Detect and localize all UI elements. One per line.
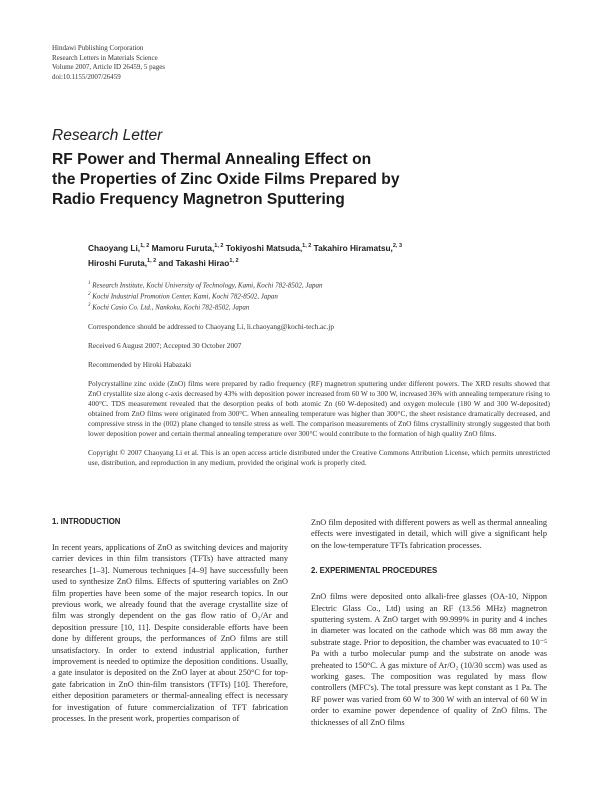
affiliation-text: Kochi Casio Co. Ltd., Nankoku, Kochi 782-8502, Japan: [92, 303, 250, 312]
author-affiliation-mark: 1, 2: [229, 257, 239, 264]
author-name: Takahiro Hiramatsu,: [313, 242, 393, 253]
journal-masthead: [52, 44, 165, 82]
front-matter: [88, 240, 550, 468]
author-affiliation-mark: 1, 2: [147, 257, 157, 264]
affiliation-text: Research Institute, Kochi University of Technology, Kami, Kochi 782-8502, Japan: [92, 280, 323, 289]
affiliation-number: 1: [88, 280, 91, 286]
title-line: RF Power and Thermal Annealing Effect on: [52, 151, 372, 168]
section-heading-introduction: 1. INTRODUCTION: [52, 517, 121, 526]
section-heading-experimental: 2. EXPERIMENTAL PROCEDURES: [311, 566, 438, 576]
recommended-by: Recommended by Hiroki Habazaki: [88, 359, 192, 369]
introduction-paragraph: In recent years, applications of ZnO as switching devices and majority carrier devices in thin film transistors (TFTs) have attracted many researches [1–3]. Numerous techniques [4–9] have successfully been used to synthesize ZnO films. Effects of sputtering variables on ZnO film properties have been some of the major research topics. In our previous work, we already found that the average crystallite size of film was strongly dependent on the gas flow ratio of O₂/Ar and deposition pressure [10, 11]. Despite considerable efforts have been done by different groups, the performances of ZnO films are still unsatisfactory. In order to extend industrial application, further improvement is needed to optimize the deposition conditions. Usually, a gate insulator is deposited on the ZnO layer at about 250°C for top-gate fabrication in ZnO thin-film transistors (TFTs) [10]. Therefore, either deposition parameters or thermal-annealing effect is necessary for investigation of future commercialization of TFT fabrication processes. In the present work, properties comparison of: [52, 543, 288, 724]
author-list: [88, 240, 550, 270]
correspondence-note: Correspondence should be addressed to Chaoyang Li, li.chaoyang@kochi-tech.ac.jp: [88, 321, 335, 331]
title-line: Radio Frequency Magnetron Sputtering: [52, 191, 345, 208]
author-affiliation-mark: 1, 2: [214, 243, 224, 249]
volume-info: Volume 2007, Article ID 26459, 5 pages: [52, 63, 166, 71]
publisher-name: Hindawi Publishing Corporation: [52, 44, 144, 52]
introduction-paragraph-continued: ZnO film deposited with different powers as well as thermal annealing effects were investigated in detail, which will give a significant help on the low-temperature TFTs fabrication processes.: [311, 518, 547, 550]
author-name: Mamoru Furuta,: [151, 242, 215, 253]
author-name: Chaoyang Li,: [88, 242, 141, 253]
abstract-text: Polycrystalline zinc oxide (ZnO) films were prepared by radio frequency (RF) magnetron sputtering under different powers. The XRD results showed that ZnO crystallite size along c-axis decreased by 43% with deposition power increased from 60 W to 300 W, increased 36% with annealing temperature rising to 400°C. TDS measurement revealed that the desorption peaks of both atomic Zn (60 W-deposited) and oxygen molecule (180 W and 300 W-deposited) obtained from ZnO films were originated from 300°C. When annealing temperature was higher than 300°C, the sheet resistance dramatically decreased, and compressive stress in the (002) plane changed to tensile stress as well. The comparison measurements of ZnO films crystallinity strongly suggested that both lower deposition power and certain thermal annealing temperature over 300°C would contribute to the formation of high quality ZnO films.: [88, 378, 550, 438]
author-name: Tokiyoshi Matsuda,: [225, 242, 303, 253]
doi-link[interactable]: doi:10.1155/2007/26459: [52, 72, 121, 81]
affiliation-text: Kochi Industrial Promotion Center, Kami, Kochi 782-8502, Japan: [92, 292, 278, 301]
article-title: [52, 150, 522, 210]
author-affiliation-mark: 2, 3: [392, 243, 403, 249]
article-dates: Received 6 August 2007; Accepted 30 October 2007: [88, 340, 242, 350]
author-affiliation-mark: 1, 2: [302, 243, 312, 249]
affiliation-item: [88, 301, 550, 312]
article-type: Research Letter: [52, 127, 163, 144]
copyright-notice: Copyright © 2007 Chaoyang Li et al. This is an open access article distributed under the Creative Commons Attribution License, which permits unrestricted use, distribution, and reproduction in any medium, provided the original work is properly cited.: [88, 447, 550, 467]
affiliation-number: 3: [88, 303, 91, 309]
author-name: and Takashi Hirao: [158, 257, 230, 268]
experimental-paragraph: ZnO films were deposited onto alkali-free glasses (OA-10, Nippon Electric Glass Co., Ltd) using an RF (13.56 MHz) magnetron sputtering system. A ZnO target with 99.999% in purity and 4 inches in diameter was located on the cathode which was 88 mm away the substrate stage. Prior to deposition, the chamber was evacuated to 10⁻⁵ Pa with a turbo molecular pump and the substrate on anode was preheated to 150°C. A gas mixture of Ar/O₂ (10/30 sccm) was used as working gases. The composition was regulated by mass flow controllers (MFC's). The total pressure was kept constant as 1 Pa. The RF power was varied from 60 W to 300 W with an interval of 60 W in order to examine power dependence of quality of ZnO films. The thicknesses of all ZnO films: [311, 592, 547, 727]
body-column-right: [311, 517, 547, 728]
affiliation-number: 2: [88, 291, 91, 297]
body-column-left: [52, 517, 288, 725]
author-name: Hiroshi Furuta,: [88, 257, 148, 268]
affiliation-list: [88, 279, 550, 313]
affiliation-item: [88, 279, 550, 290]
author-affiliation-mark: 1, 2: [140, 243, 150, 249]
affiliation-item: [88, 290, 550, 301]
journal-name: Research Letters in Materials Science: [52, 53, 158, 62]
title-line: the Properties of Zinc Oxide Films Prepared by: [52, 171, 400, 188]
